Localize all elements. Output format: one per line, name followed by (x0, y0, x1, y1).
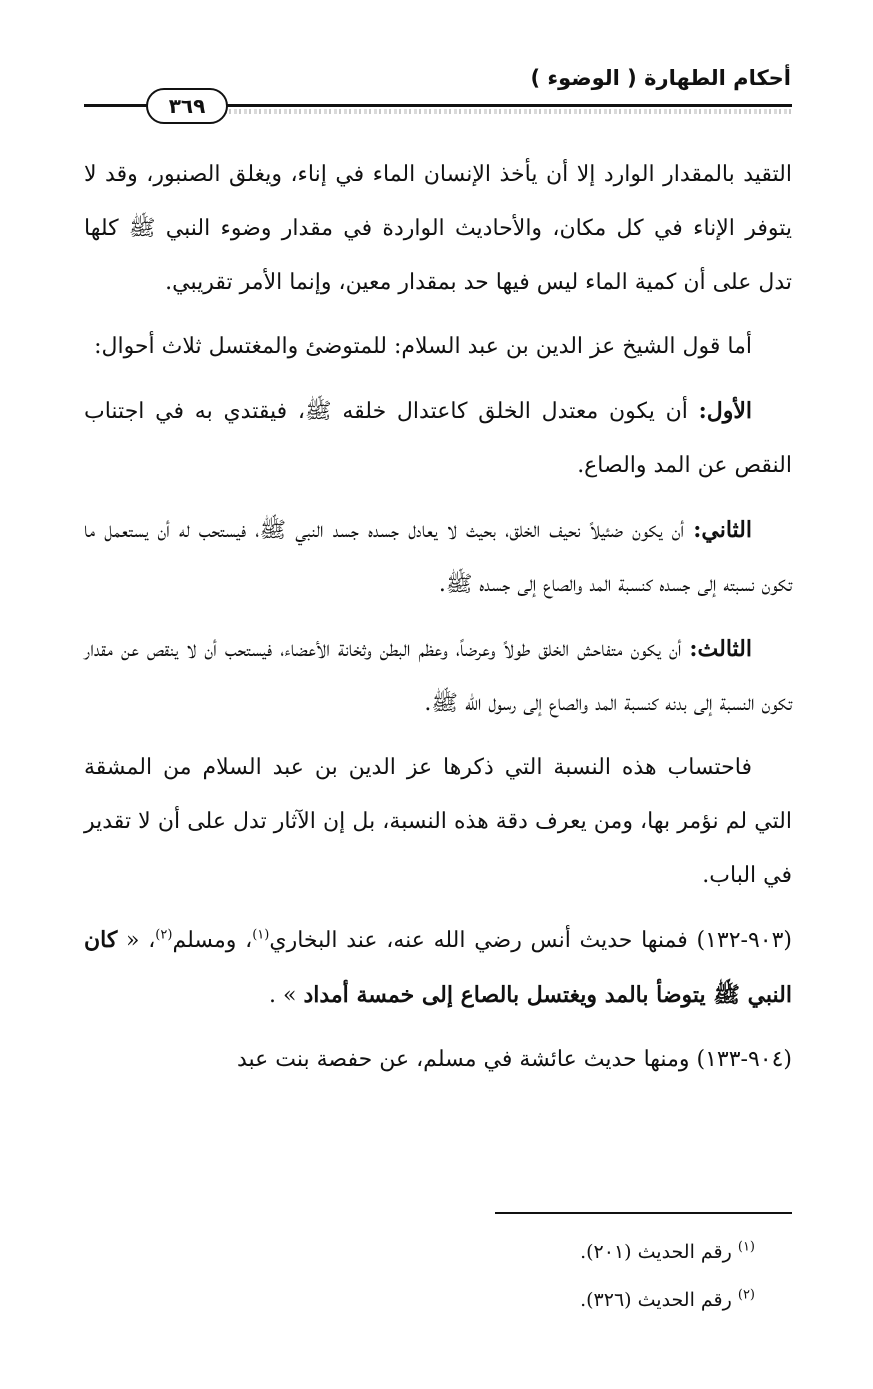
paragraph-conclusion (84, 741, 792, 903)
case-heading: الأول: (698, 398, 752, 424)
footnote-separator (495, 1212, 792, 1214)
paragraph-second-case (84, 503, 792, 612)
footnote-text: رقم الحديث (٢٠١). (580, 1241, 738, 1263)
paragraph-text: أن يكون معتدل الخلق كاعتدال خلقه ﷺ، فيقتدي به في اجتناب النقص عن المد والصاع. (84, 399, 792, 478)
paragraph-text: (٩٠٣-١٣٢) فمنها حديث أنس رضي الله عنه، عند البخاري (269, 928, 792, 953)
footnote-mark: (٢) (737, 1287, 755, 1303)
footnotes (355, 1228, 755, 1324)
paragraph-text: أن يكون ضئيلاً نحيف الخلق، بحيث لا يعادل جسده جسد النبي ﷺ، فيستحب له أن يستعمل ما تكون نسبته إلى جسده كنسبة المد والصاع إلى جسده ﷺ. (84, 518, 792, 597)
paragraph-first-case (84, 384, 792, 493)
running-header-title: أحكام الطهارة ( الوضوء ) (530, 66, 791, 90)
page-number: ٣٦٩ (146, 88, 228, 124)
footnote-ref-2[interactable]: (٢) (155, 927, 173, 943)
footnote-mark: (١) (737, 1239, 755, 1255)
body-text (84, 148, 792, 1097)
paragraph-1 (84, 148, 792, 310)
footnote-1 (355, 1228, 755, 1276)
paragraph-text: التقيد بالمقدار الوارد إلا أن يأخذ الإنسان الماء في إناء، ويغلق الصنبور، وقد لا يتوفر الإناء في كل مكان، والأحاديث الواردة في مقدار وضوء النبي ﷺ كلها تدل على أن كمية الماء ليس فيها حد بمقدار معين، وإنما الأمر تقريبي. (84, 162, 792, 295)
header-rule-texture (224, 109, 792, 114)
paragraph-text: (٩٠٤-١٣٣) ومنها حديث عائشة في مسلم، عن حفصة بنت عبد (236, 1047, 792, 1072)
footnote-ref-1[interactable]: (١) (252, 927, 270, 943)
hadith-quote: كان النبي ﷺ يتوضأ بالمد ويغتسل بالصاع إلى خمسة أمداد (84, 927, 792, 1008)
paragraph-text: أما قول الشيخ عز الدين بن عبد السلام: للمتوضئ والمغتسل ثلاث أحوال: (94, 334, 752, 359)
paragraph-text: فاحتساب هذه النسبة التي ذكرها عز الدين بن عبد السلام من المشقة التي لم نؤمر بها، ومن يعرف دقة هذه النسبة، بل إن الآثار تدل على أن لا تقدير في الباب. (84, 755, 792, 888)
footnote-2 (355, 1276, 755, 1324)
footnote-text: رقم الحديث (٣٢٦). (580, 1289, 738, 1311)
case-heading: الثالث: (689, 636, 752, 662)
paragraph-hadith-904 (84, 1033, 792, 1087)
paragraph-third-case (84, 622, 792, 731)
paragraph-2 (84, 320, 792, 374)
paragraph-text: » . (268, 983, 304, 1008)
paragraph-text: ، ومسلم (172, 928, 253, 953)
paragraph-text: ، « (117, 928, 156, 953)
paragraph-hadith-903 (84, 913, 792, 1023)
case-heading: الثاني: (693, 517, 752, 543)
paragraph-text: أن يكون متفاحش الخلق طولاً وعرضاً، وعظم البطن وثخانة الأعضاء، فيستحب أن لا ينقص عن مقدار تكون النسبة إلى بدنه كنسبة المد والصاع إلى رسول الله ﷺ. (84, 637, 792, 716)
